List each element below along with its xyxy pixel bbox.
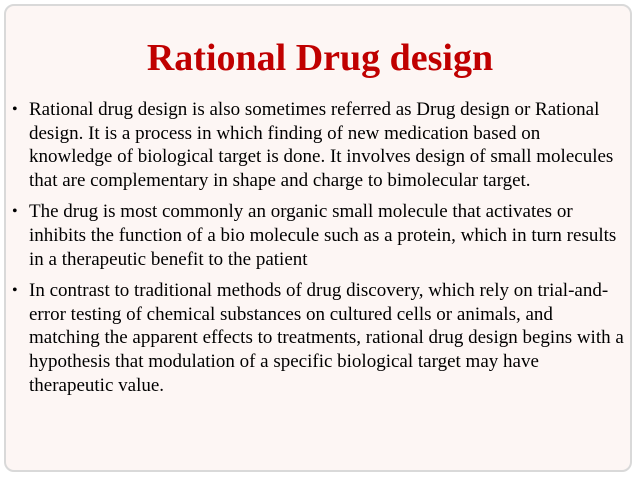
bullet-item xyxy=(12,279,624,397)
bullet-item xyxy=(12,200,624,271)
bullet-icon: • xyxy=(12,101,18,118)
bullet-text: In contrast to traditional methods of drug discovery, which rely on trial-and-error testing of chemical substances on cultured cells or animals, and matching the apparent effects to treatments, rational drug design begins with a hypothesis that modulation of a specific biological target may have therapeutic value. xyxy=(29,280,624,396)
bullet-text: The drug is most commonly an organic small molecule that activates or inhibits the function of a bio molecule such as a protein, which in turn results in a therapeutic benefit to the patient xyxy=(29,201,617,270)
slide xyxy=(4,4,632,472)
bullet-text: Rational drug design is also sometimes referred as Drug design or Rational design. It is a process in which finding of new medication based on knowledge of biological target is done. It involves design of small molecules that are complementary in shape and charge to bimolecular target. xyxy=(29,99,614,191)
bullet-icon: • xyxy=(12,282,18,300)
bullet-list xyxy=(12,98,624,405)
slide-title: Rational Drug design xyxy=(146,37,494,79)
bullet-icon: • xyxy=(12,203,18,221)
bullet-item xyxy=(12,98,624,192)
